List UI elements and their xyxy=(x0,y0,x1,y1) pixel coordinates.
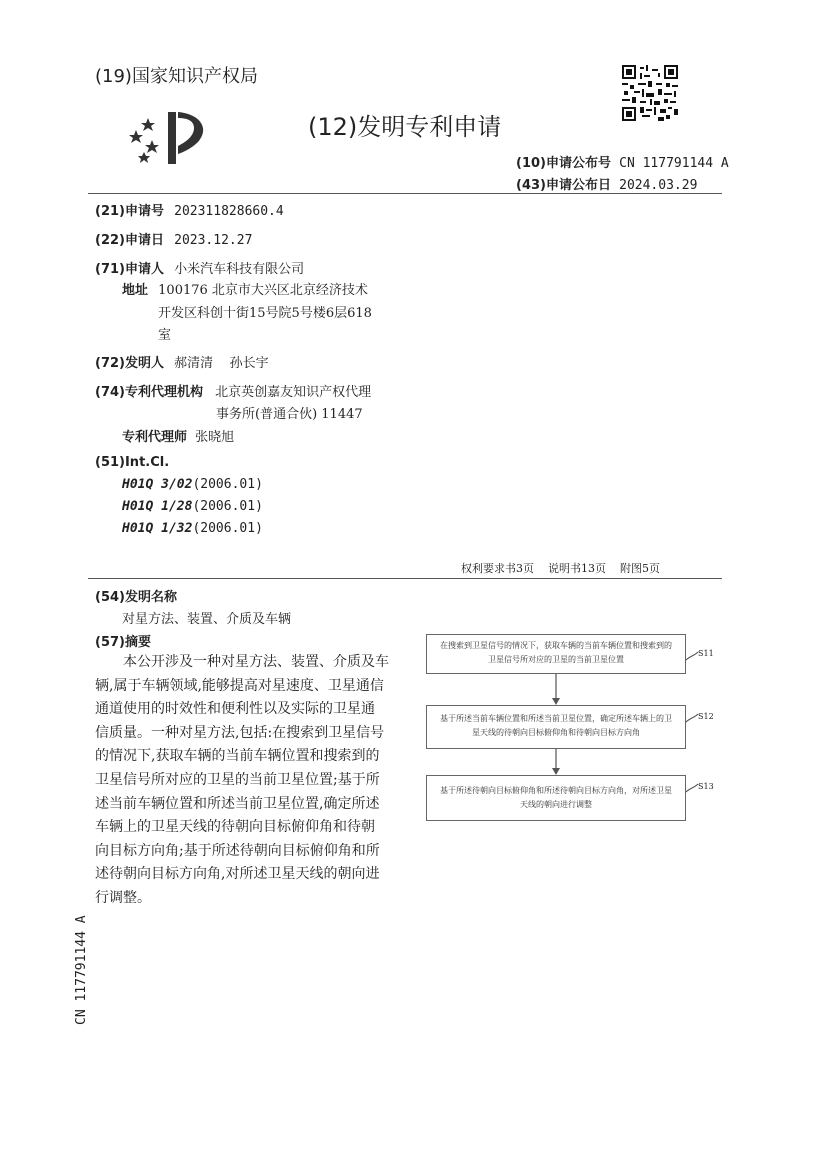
flow-step-text: 星天线的待朝向目标俯仰角和待朝向目标方向角 xyxy=(472,728,640,737)
ipc-code: H01Q 1/32 xyxy=(122,521,193,536)
applicant-label: (71)申请人 xyxy=(95,262,164,277)
agent-label: 专利代理师 xyxy=(122,430,188,445)
title-label: (54)发明名称 xyxy=(95,590,177,605)
publication-number xyxy=(516,152,729,171)
biblio-divider xyxy=(88,578,722,579)
application-number xyxy=(95,200,284,219)
publication-date-label: (43)申请公布日 xyxy=(516,178,611,193)
address-line-2: 开发区科创十街15号院5号楼6层618 xyxy=(158,306,372,321)
flow-step-id: S11 xyxy=(698,649,714,658)
applicant-value: 小米汽车科技有限公司 xyxy=(174,262,305,277)
agency-label: (74)专利代理机构 xyxy=(95,385,203,400)
page-counts: 权利要求书3页 说明书13页 附图5页 xyxy=(461,562,660,575)
flow-step-id: S13 xyxy=(698,782,714,791)
application-number-value: 202311828660.4 xyxy=(174,204,284,219)
ipc-version: (2006.01) xyxy=(192,499,263,514)
ipc-entry xyxy=(122,499,263,514)
inventor-value: 郝清清 孙长宇 xyxy=(174,356,269,371)
application-date-label: (22)申请日 xyxy=(95,233,164,248)
application-date-value: 2023.12.27 xyxy=(174,233,253,248)
abstract-text xyxy=(95,651,395,911)
publication-date-value: 2024.03.29 xyxy=(619,178,698,193)
int-cl-label: (51)Int.Cl. xyxy=(95,455,170,470)
document-type-title: (12)发明专利申请 xyxy=(308,113,502,141)
ipc-code: H01Q 3/02 xyxy=(122,477,193,492)
agency-line-1: 北京英创嘉友知识产权代理 xyxy=(215,385,372,400)
abstract-line: 本公开涉及一种对星方法、装置、介质及车 xyxy=(123,654,389,670)
abstract-label: (57)摘要 xyxy=(95,635,151,650)
abstract-line: 辆,属于车辆领域,能够提高对星速度、卫星通信 xyxy=(95,677,384,694)
qr-code xyxy=(622,65,678,121)
office-name: (19)国家知识产权局 xyxy=(95,66,258,87)
publication-number-value: CN 117791144 A xyxy=(619,156,729,171)
abstract-line: 述待朝向目标方向角,对所述卫星天线的朝向进 xyxy=(95,866,380,883)
side-publication-number: CN 117791144 A xyxy=(74,915,89,1025)
applicant xyxy=(95,258,304,277)
abstract-line: 车辆上的卫星天线的待朝向目标俯仰角和待朝 xyxy=(95,819,375,836)
header-divider xyxy=(88,193,722,194)
address xyxy=(122,280,368,302)
abstract-line: 的情况下,获取车辆的当前车辆位置和搜索到的 xyxy=(95,748,380,765)
abstract-line: 通道使用的时效性和便利性以及实际的卫星通 xyxy=(95,701,375,718)
abstract-line: 向目标方向角;基于所述待朝向目标俯仰角和所 xyxy=(95,842,380,859)
abstract-line: 信质量。一种对星方法,包括:在搜索到卫星信号 xyxy=(95,724,385,741)
invention-title: 对星方法、装置、介质及车辆 xyxy=(122,612,292,627)
publication-number-label: (10)申请公布号 xyxy=(516,156,611,171)
flow-step-text: 基于所述待朝向目标俯仰角和所述待朝向目标方向角，对所述卫星 xyxy=(440,786,672,795)
application-number-label: (21)申请号 xyxy=(95,204,164,219)
abstract-line: 行调整。 xyxy=(95,889,151,906)
flow-step-text: 基于所述当前车辆位置和所述当前卫星位置，确定所述车辆上的卫 xyxy=(440,714,672,723)
agent xyxy=(122,426,234,445)
agent-value: 张晓旭 xyxy=(195,430,235,445)
agency-line-2: 事务所(普通合伙) 11447 xyxy=(216,407,363,422)
abstract-line: 述当前车辆位置和所述当前卫星位置,确定所述 xyxy=(95,795,380,812)
flow-step-id: S12 xyxy=(698,712,714,721)
agency xyxy=(95,381,371,400)
application-date xyxy=(95,229,252,248)
ipc-entry xyxy=(122,521,263,536)
flow-step-text: 在搜索到卫星信号的情况下，获取车辆的当前车辆位置和搜索到的 xyxy=(440,641,672,650)
inventor xyxy=(95,352,269,371)
abstract-line: 卫星信号所对应的卫星的当前卫星位置;基于所 xyxy=(95,771,380,788)
flow-step-text: 卫星信号所对应的卫星的当前卫星位置 xyxy=(488,655,624,664)
ipc-entry xyxy=(122,477,263,492)
address-line-1: 100176 北京市大兴区北京经济技术 xyxy=(158,283,368,298)
address-line-3: 室 xyxy=(158,328,172,343)
inventor-label: (72)发明人 xyxy=(95,356,164,371)
address-label: 地址 xyxy=(122,283,149,298)
ipc-version: (2006.01) xyxy=(192,477,263,492)
ipc-code: H01Q 1/28 xyxy=(122,499,193,514)
cnipa-logo xyxy=(128,108,210,168)
flow-step-text: 天线的朝向进行调整 xyxy=(520,800,592,809)
ipc-version: (2006.01) xyxy=(192,521,263,536)
publication-date xyxy=(516,174,697,193)
flowchart-connectors xyxy=(420,630,710,830)
